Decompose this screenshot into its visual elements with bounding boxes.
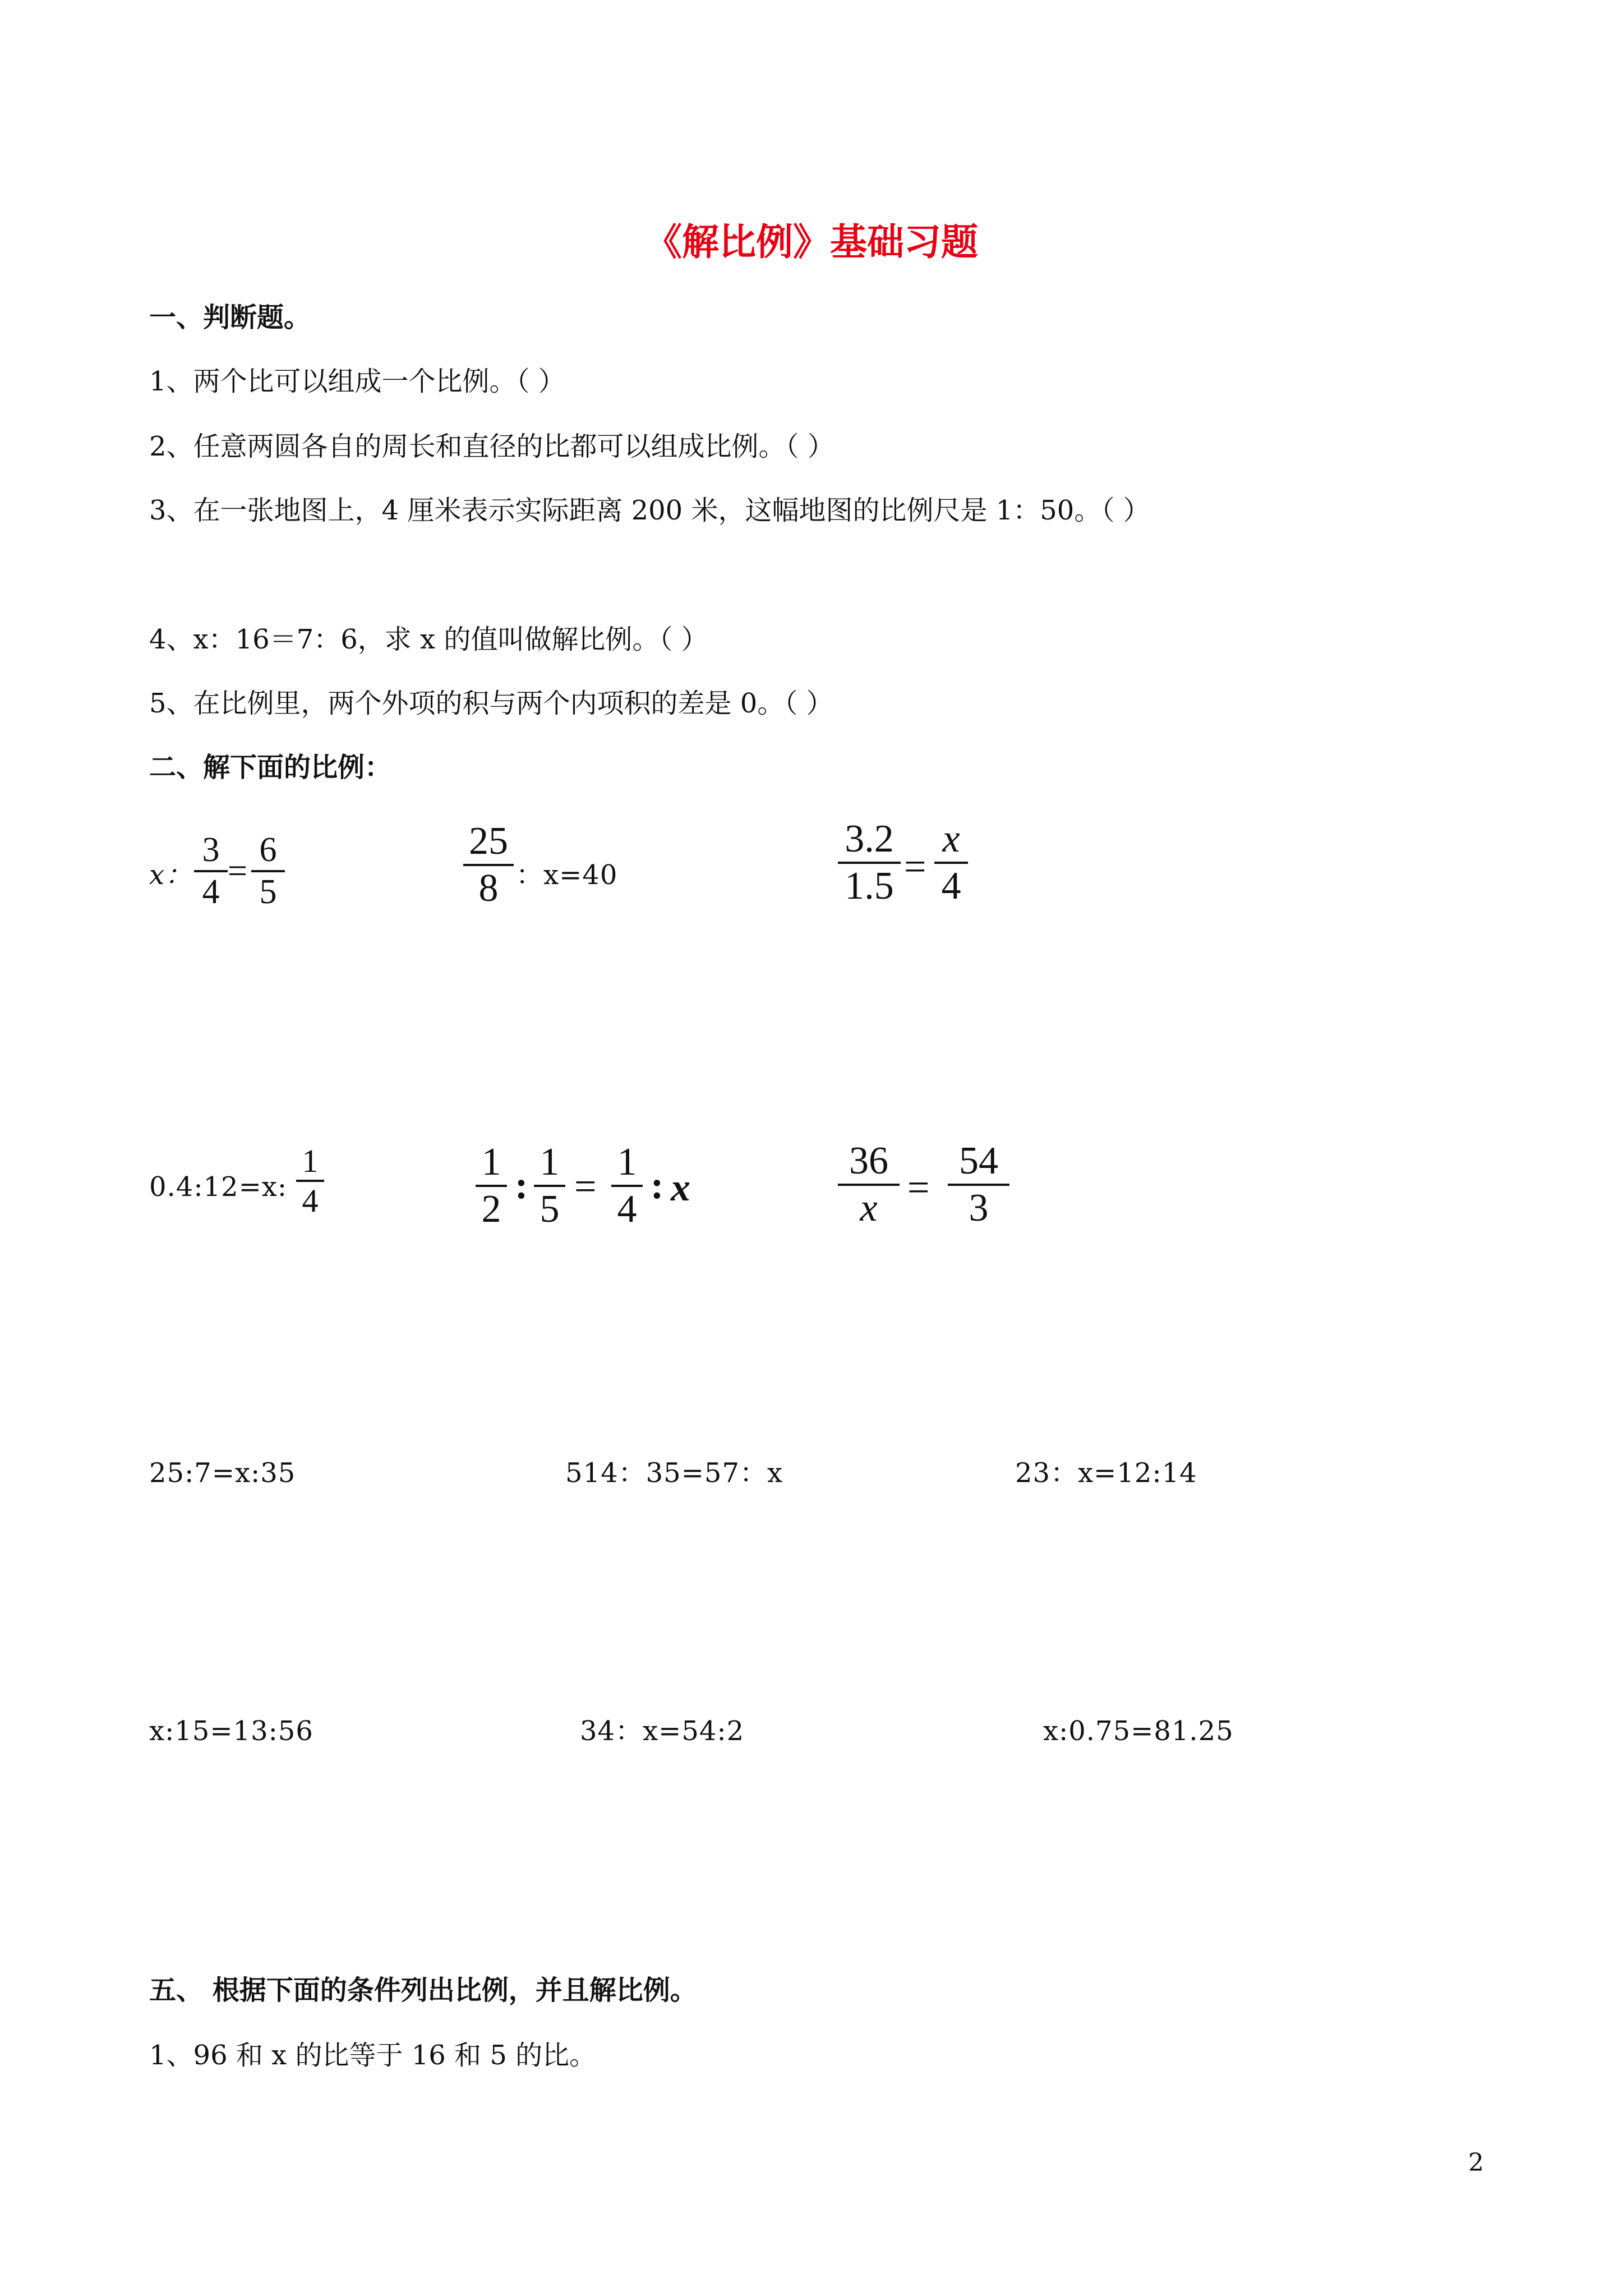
fraction-numerator: 6 <box>259 831 277 869</box>
fraction-denominator: 2 <box>481 1188 501 1231</box>
fraction <box>948 1139 1009 1231</box>
fraction-denominator: 8 <box>478 867 499 910</box>
fraction-denominator: 3 <box>969 1186 989 1230</box>
judgment-item-2: 2、任意两圆各自的周长和直径的比都可以组成比例。（ ） <box>149 431 834 462</box>
fraction <box>611 1140 643 1232</box>
page-number: 2 <box>1468 2148 1484 2177</box>
fraction <box>194 830 228 912</box>
page-title: 《解比例》基础习题 <box>645 220 978 264</box>
exercise-r4-1: x:15=13:56 <box>149 1715 313 1747</box>
exercise-r3-1: 25:7=x:35 <box>149 1457 296 1489</box>
judgment-item-1: 1、两个比可以组成一个比例。（ ） <box>149 366 565 397</box>
exercise-r3-2: 514：35=57：x <box>565 1457 783 1489</box>
fraction-denominator: 4 <box>202 873 220 911</box>
fraction-numerator: 54 <box>959 1139 998 1182</box>
section-heading-judgment: 一、判断题。 <box>149 302 311 333</box>
fraction-numerator: 3.2 <box>845 817 894 861</box>
judgment-item-4: 4、x：16＝7：6，求 x 的值叫做解比例。（ ） <box>149 624 708 655</box>
exercise-r4-3: x:0.75=81.25 <box>1043 1715 1234 1747</box>
fraction-denominator: 5 <box>540 1188 560 1231</box>
fraction <box>534 1140 565 1232</box>
fraction <box>934 817 968 909</box>
fraction <box>251 830 285 912</box>
exercise-suffix: ：x=40 <box>516 859 618 891</box>
exercise-prefix: x： <box>149 859 193 891</box>
fraction-numerator: 1 <box>617 1140 637 1184</box>
equals-sign: = <box>574 1165 597 1208</box>
fraction <box>476 1140 507 1232</box>
exercise-prefix: 0.4:12=x: <box>149 1171 288 1203</box>
fraction-numerator: 25 <box>469 820 508 863</box>
fraction-numerator: x <box>942 817 960 861</box>
fraction-denominator: 1.5 <box>845 864 894 908</box>
exercise-r3-3: 23：x=12:14 <box>1015 1457 1197 1489</box>
fraction-numerator: 1 <box>302 1143 319 1179</box>
fraction <box>296 1142 324 1220</box>
fraction <box>463 819 514 911</box>
word-problem-1: 1、96 和 x 的比等于 16 和 5 的比。 <box>149 2040 597 2071</box>
fraction-denominator: 4 <box>302 1182 319 1219</box>
equals-sign: = <box>904 845 926 889</box>
fraction-denominator: 4 <box>617 1188 637 1231</box>
equals-sign: = <box>907 1166 930 1209</box>
equals-sign: = <box>228 852 247 890</box>
fraction-denominator: 5 <box>259 873 277 911</box>
section-heading-word-problems: 五、 根据下面的条件列出比例，并且解比例。 <box>149 1975 697 2006</box>
judgment-item-3: 3、在一张地图上，4 厘米表示实际距离 200 米，这幅地图的比例尺是 1：50。（ ） <box>149 495 1150 526</box>
fraction <box>838 817 901 909</box>
section-heading-solve: 二、解下面的比例： <box>149 752 392 783</box>
fraction-numerator: 3 <box>202 831 220 869</box>
colon: : <box>651 1164 664 1207</box>
fraction <box>838 1139 900 1231</box>
fraction-numerator: 1 <box>540 1140 560 1184</box>
unknown-x: x <box>671 1166 690 1209</box>
fraction-denominator: 4 <box>941 864 961 908</box>
colon: : <box>515 1164 528 1207</box>
exercise-r4-2: 34：x=54:2 <box>580 1715 745 1747</box>
fraction-denominator: x <box>860 1186 878 1230</box>
fraction-numerator: 36 <box>849 1139 888 1182</box>
fraction-numerator: 1 <box>481 1140 501 1184</box>
judgment-item-5: 5、在比例里，两个外项的积与两个内项积的差是 0。（ ） <box>149 688 833 719</box>
